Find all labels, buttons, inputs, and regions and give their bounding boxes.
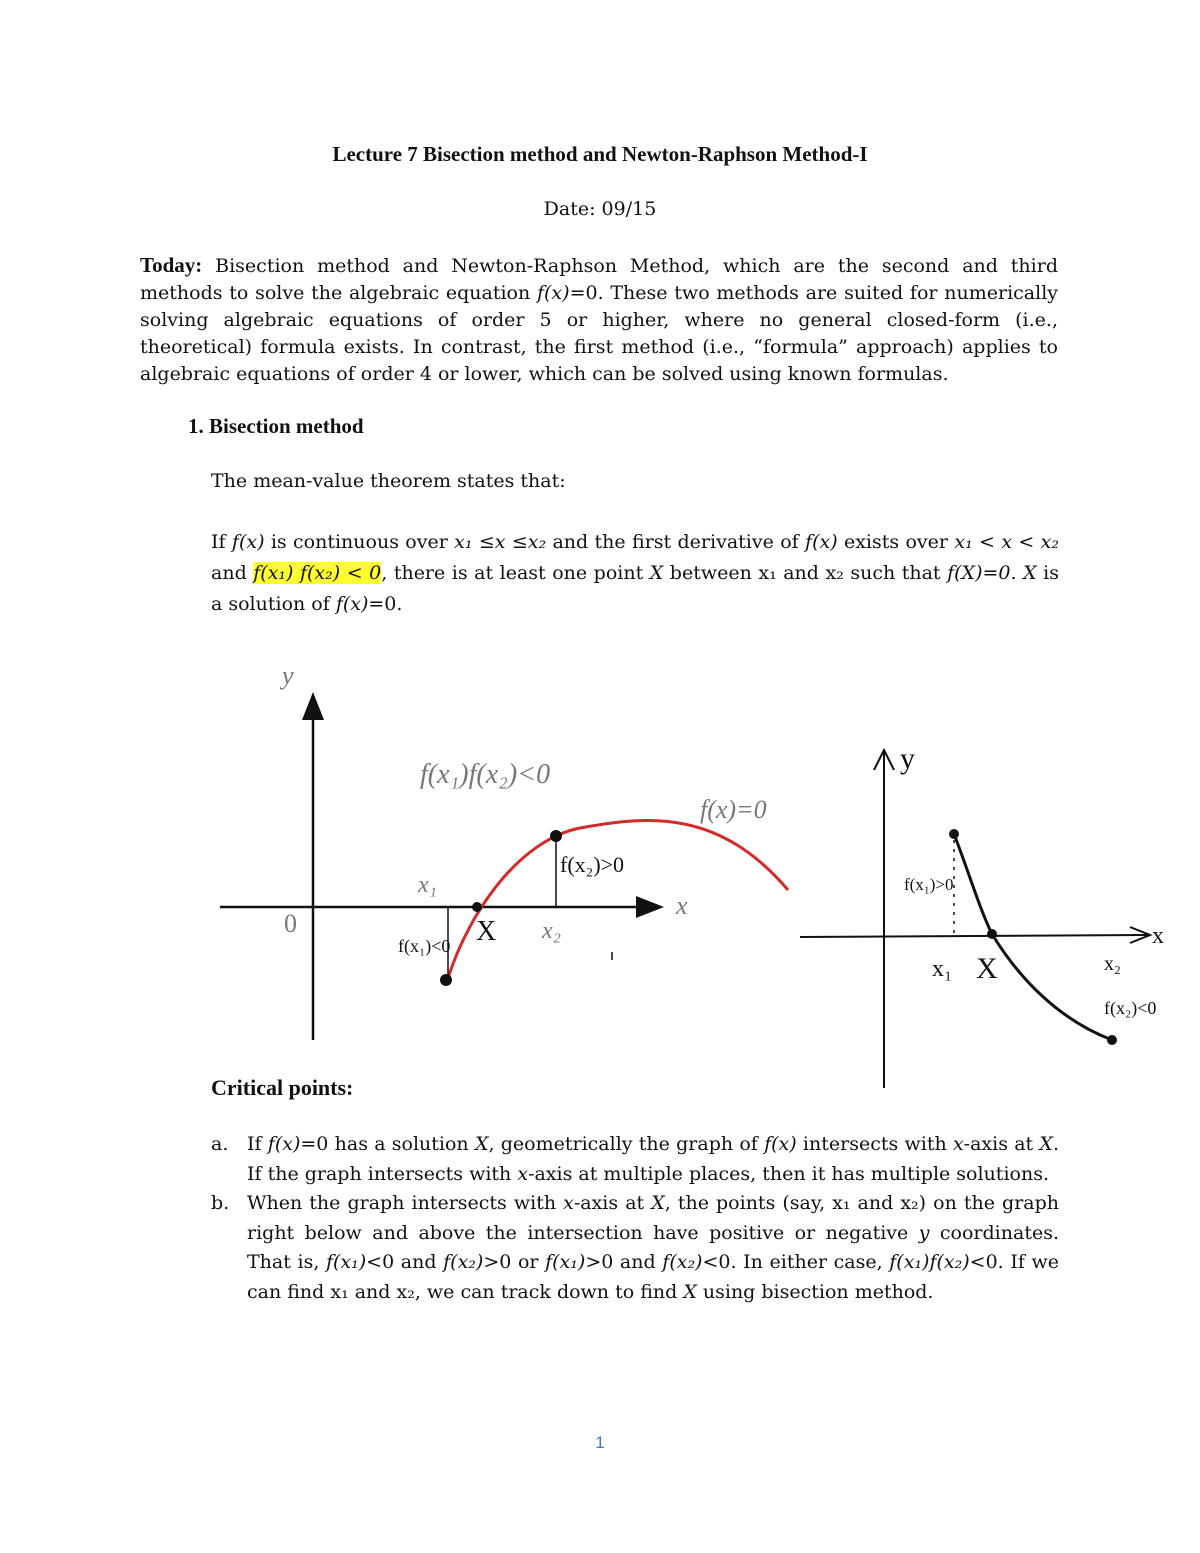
item-text: <0. If we can find x₁ and x₂, we can track down to find [247,1251,1059,1303]
left-origin-label: 0 [284,909,297,938]
today-text-1: Bisection method and Newton-Raphson Method, which are the second and third methods to solve the algebraic equation [140,255,1058,304]
theorem-text: =0. [368,593,403,615]
f-x2-note: f(x₂)>0 [560,852,625,877]
right-y-label: y [900,742,915,775]
right-x2-label: x₂ [1104,953,1121,975]
black-curve [954,834,1112,1040]
item-x: x [952,1133,964,1155]
item-text: , geometrically the graph of [488,1133,765,1155]
right-f-x2-note: f(x₂)<0 [1104,998,1157,1018]
today-text-2: =0. These two methods are suited for numerically solving algebraic equations of order 5 or higher, where no general closed-form (i.e., theoretical) formula exists. In contrast, the first method (i.e., “formula” approach) applies to algebraic equations of order 4 or lower, which can be solved using known formulas. [140,282,1059,385]
theorem-fX: f(X)=0 [947,562,1011,584]
red-curve [448,821,788,978]
theorem-fx: f(x) [805,531,838,553]
item-X: X [474,1133,489,1155]
theorem-fx: f(x) [335,593,369,615]
right-f-x1-note: f(x₁)>0 [904,875,954,894]
theorem-text: and [211,562,254,584]
product-label: f(x₁)f(x₂)<0 [420,759,551,790]
item-x: x [517,1162,529,1185]
item-expr: f(x₂) [662,1251,703,1273]
point-X [472,902,482,912]
page-title: Lecture 7 Bisection method and Newton-Raphson Method-I [332,142,868,166]
item-text: >0 or [483,1251,546,1273]
theorem-text: and the first derivative of [546,531,806,553]
mean-value-theorem [211,527,1059,620]
list-item [211,1189,1059,1307]
item-text: >0 and [585,1251,663,1273]
theorem-condition-2: x₁ < x < x₂ [954,531,1060,553]
right-x-label: x [1152,923,1164,949]
item-fx: f(x) [764,1133,797,1155]
right-x1-label: x₁ [932,956,953,982]
item-text: intersects with [796,1133,953,1155]
bisection-figure [0,640,1200,1100]
item-expr: f(x₁) [545,1251,586,1273]
item-text: using bisection method. [696,1280,934,1303]
item-text: -axis at [573,1192,652,1214]
today-fx: f(x) [536,282,570,304]
item-text: <0 and [366,1251,444,1273]
left-y-label: y [282,661,294,690]
left-y-arrow-icon [302,692,324,720]
page-number: 1 [595,1433,605,1452]
item-text: <0. In either case, [702,1251,890,1273]
item-x: x [563,1192,574,1214]
f-x1-note: f(x₁)<0 [398,936,451,956]
theorem-text: If [211,531,232,553]
curve-label: f(x)=0 [700,795,767,824]
item-text: =0 has a solution [300,1133,475,1155]
point-x1 [440,974,452,986]
item-text: If [247,1133,268,1155]
today-label: Today: [140,253,203,277]
item-expr: f(x₂) [443,1251,484,1273]
critical-points-heading: Critical points: [211,1075,354,1100]
list-marker: a. [211,1133,229,1155]
item-X: X [1039,1133,1053,1155]
item-fx: f(x) [267,1133,301,1155]
list-item [211,1130,1059,1189]
item-text: When the graph intersects with [247,1192,564,1214]
lecture-date: Date: 09/15 [543,198,657,220]
right-point-x1 [949,829,959,839]
right-diagram [800,742,1164,1088]
item-text: coordinates. That is, [247,1221,1059,1273]
item-text: -axis at [963,1133,1040,1155]
theorem-X: X [649,562,664,584]
X-label: X [476,916,497,947]
theorem-text: is continuous over [264,531,455,553]
left-diagram [220,661,788,1040]
today-paragraph [140,252,1058,388]
list-marker: b. [211,1192,230,1214]
theorem-condition-1: x₁ ≤x ≤x₂ [454,531,547,553]
left-x-label: x [676,891,688,920]
highlighted-product: f(x₁) f(x₂) < 0 [253,562,382,584]
mean-value-intro: The mean-value theorem states that: [211,470,566,492]
theorem-text: . [1010,562,1024,584]
theorem-fx: f(x) [231,531,265,553]
point-x2 [550,830,562,842]
right-point-X [987,929,997,939]
section-heading-bisection: 1. Bisection method [188,414,364,438]
item-X: X [683,1280,697,1303]
x2-label: x₂ [542,918,561,944]
item-text: -axis at multiple places, then it has multiple solutions. [528,1162,1049,1185]
theorem-text: is a solution of [211,562,1059,615]
critical-points-list [211,1130,1059,1307]
item-X: X [651,1192,665,1214]
theorem-text: exists over [837,531,955,553]
item-text: . If the graph intersects with [247,1133,1059,1185]
item-text: , the points (say, x₁ and x₂) on the graph right below and above the intersection have positive or negative [247,1192,1060,1244]
item-y: y [918,1221,930,1244]
theorem-text: between x₁ and x₂ such that [663,562,948,584]
theorem-text: , there is at least one point [381,562,650,584]
right-X-label: X [976,952,998,985]
right-point-x2 [1107,1035,1117,1045]
item-expr: f(x₁) [325,1251,367,1273]
theorem-X: X [1023,562,1037,584]
right-x-axis [800,935,1148,937]
left-x-arrow-icon [636,896,664,918]
item-expr: f(x₁)f(x₂) [889,1251,970,1273]
x1-label: x₁ [418,872,437,898]
